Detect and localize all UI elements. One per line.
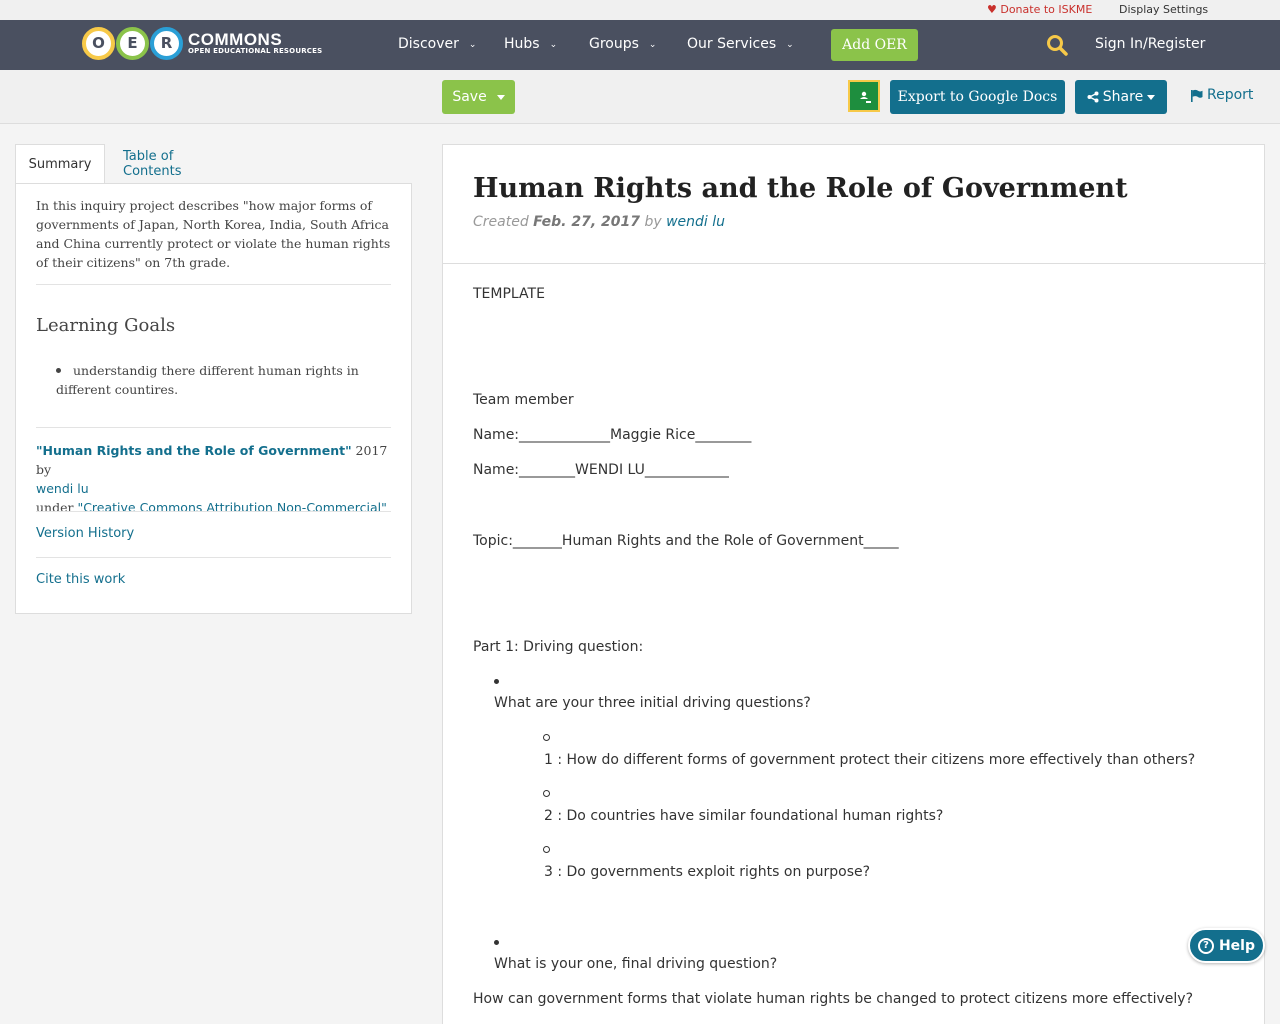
attribution [36,441,396,517]
driving-question-1: 1 : How do different forms of government protect their citizens more effectively than others? [544,752,1196,768]
driving-question-3: 3 : Do governments exploit rights on purpose? [544,864,871,880]
google-classroom-button[interactable] [848,80,880,112]
logo-wordmark [188,31,322,55]
resource-content [442,144,1265,1024]
logo-letter-r: R [150,27,183,60]
report-label: Report [1207,87,1254,103]
logo-letter-o: O [82,27,115,60]
name-line-1: Name:_____________Maggie Rice________ [473,427,752,443]
action-bar [0,70,1280,124]
share-label: Share [1102,89,1144,105]
part1-heading: Part 1: Driving question: [473,639,644,655]
nav-hubs[interactable] [504,36,557,52]
logo-tagline: OPEN EDUCATIONAL RESOURCES [188,47,323,55]
attribution-under: under [36,500,78,515]
caret-down-icon [1147,95,1155,100]
page-title: Human Rights and the Role of Government [473,173,1128,204]
initial-questions-prompt: What are your three initial driving questions? [494,695,811,711]
nav-our-services[interactable] [687,36,794,52]
utility-bar [0,0,1280,20]
logo-letter-e: E [116,27,149,60]
license-link[interactable]: "Creative Commons Attribution Non-Commercial" [77,500,387,515]
template-text: TEMPLATE [473,286,545,302]
save-button[interactable] [442,80,515,114]
created-date: Feb. 27, 2017 [533,214,640,230]
save-label: Save [452,89,487,105]
help-button[interactable] [1188,928,1265,963]
tab-summary[interactable]: Summary [15,144,105,184]
nav-hubs-label: Hubs [504,36,540,52]
name-line-2: Name:________WENDI LU____________ [473,462,729,478]
learning-goal-text: understandig there different human rights in different countires. [56,363,359,397]
final-question-answer: How can government forms that violate human rights be changed to protect citizens more effectively? [473,991,1194,1007]
flag-icon [1190,89,1203,102]
display-settings-link[interactable]: Display Settings [1119,3,1209,16]
donate-label: Donate to ISKME [1000,3,1093,16]
caret-down-icon [497,95,505,100]
export-google-docs-button[interactable]: Export to Google Docs [890,80,1065,114]
share-icon [1087,91,1099,103]
resource-summary: In this inquiry project describes "how major forms of governments of Japan, North Korea, India, South Africa and China currently protect or violate the human rights of their citizens" on 7th grade. [36,198,391,270]
sign-in-register-link[interactable]: Sign In/Register [1095,36,1206,52]
report-button[interactable] [1190,87,1253,103]
driving-question-2: 2 : Do countries have similar foundational human rights? [544,808,944,824]
nav-groups-label: Groups [589,36,639,52]
logo-wordmark-text: COMMONS [188,30,283,49]
divider [36,511,391,512]
divider [36,427,391,428]
nav-discover[interactable] [398,36,476,52]
divider [36,284,391,285]
created-label: Created [473,214,529,230]
divider [36,557,391,558]
main-nav [0,20,1280,70]
chevron-down-icon: ⌄ [648,40,657,50]
summary-panel [15,183,412,614]
attribution-title-link[interactable]: "Human Rights and the Role of Government" [36,443,352,458]
learning-goal-item [56,361,386,399]
chevron-down-icon: ⌄ [549,40,558,50]
tab-table-of-contents[interactable]: Table of Contents [123,149,182,179]
question-icon: ? [1198,938,1214,954]
learning-goals-heading: Learning Goals [36,315,176,336]
bullet-icon [494,679,499,684]
circle-bullet-icon [543,734,550,741]
author-link[interactable]: wendi lu [666,214,726,230]
help-label: Help [1218,937,1256,954]
nav-discover-label: Discover [398,36,459,52]
chevron-down-icon: ⌄ [468,40,477,50]
add-oer-button[interactable]: Add OER [831,29,918,61]
bullet-icon [56,368,61,373]
nav-groups[interactable] [589,36,656,52]
circle-bullet-icon [543,790,550,797]
share-button[interactable] [1075,80,1167,114]
bullet-icon [494,940,499,945]
by-label: by [644,214,662,230]
chevron-down-icon: ⌄ [786,40,794,50]
final-question-prompt: What is your one, final driving question? [494,956,778,972]
topic-line: Topic:_______Human Rights and the Role of Government_____ [473,533,899,549]
version-history-link[interactable]: Version History [36,526,135,541]
divider [443,263,1266,264]
search-icon[interactable] [1046,34,1068,56]
circle-bullet-icon [543,846,550,853]
oer-commons-logo[interactable] [82,25,322,61]
attribution-year-by: 2017 by [36,443,388,477]
nav-our-services-label: Our Services [687,36,777,52]
resource-meta [473,214,725,230]
google-classroom-icon [855,87,873,105]
attribution-author-link[interactable]: wendi lu [36,481,89,496]
cite-this-work-link[interactable]: Cite this work [36,572,126,587]
donate-link[interactable]: ♥ Donate to ISKME [987,3,1093,16]
team-member-text: Team member [473,392,574,408]
